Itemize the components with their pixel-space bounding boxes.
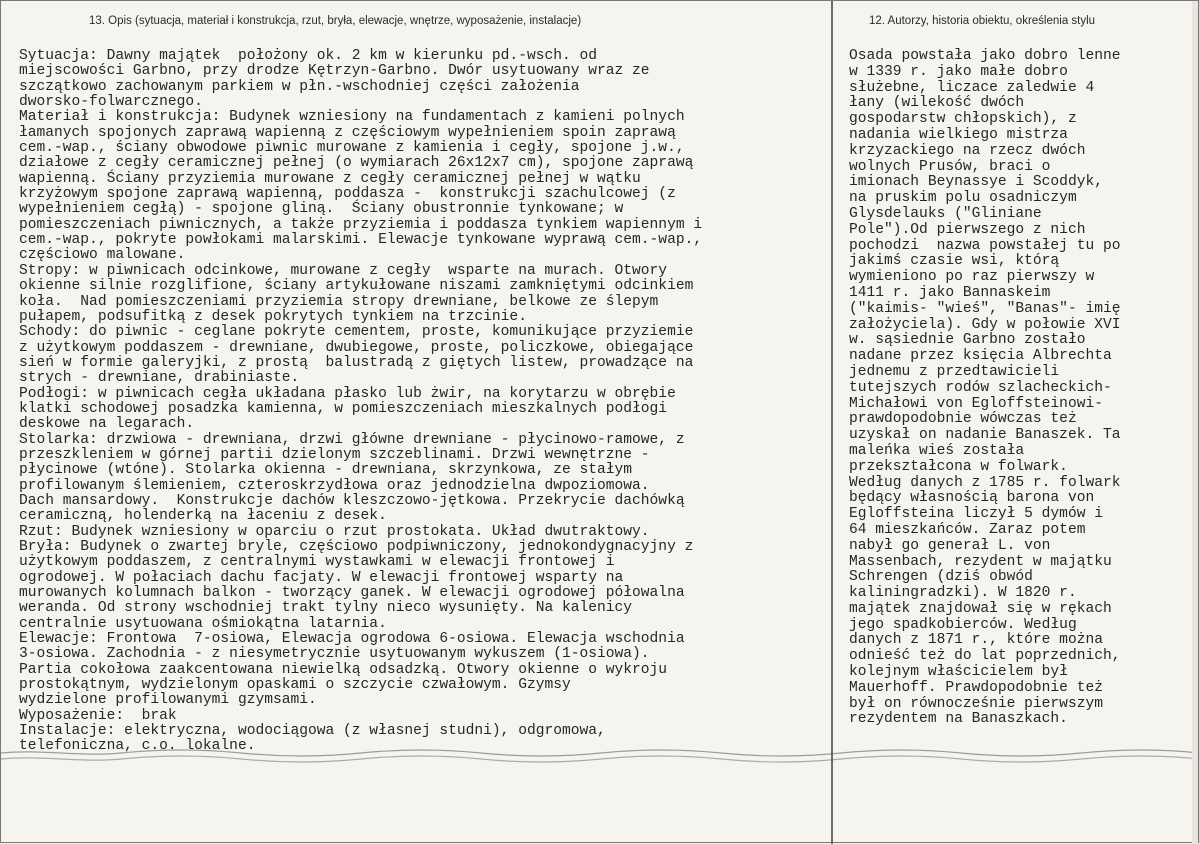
description-line: murowanych kolumnach balkon - tworzący ganek. W elewacji ogrodowej półowalna [19, 585, 685, 602]
description-line: Wyposażenie: brak [19, 707, 177, 724]
description-line: Schody: do piwnic - ceglane pokryte cementem, proste, komunikujące przyziemie [19, 324, 694, 341]
history-line: imionach Beynassye i Scoddyk, [849, 174, 1103, 191]
history-line: służebne, liczace zaledwie 4 [849, 79, 1095, 96]
history-line: danych z 1871 r., które można [849, 632, 1103, 649]
history-line: Egloffsteina liczył 5 dymów i [849, 506, 1103, 523]
description-line: deskowe na legarach. [19, 416, 195, 433]
history-line: pochodzi nazwa powstałej tu po [849, 237, 1121, 254]
history-line: nadania wielkiego mistrza [849, 126, 1068, 143]
description-line: klatki schodowej posadzka kamienna, w pomieszczeniach mieszkalnych podłogi [19, 400, 668, 417]
section-12-heading: 12. Autorzy, historia obiektu, określenia stylu [869, 15, 1096, 27]
history-line: kolejnym właścicielem był [849, 664, 1068, 681]
history-line: Według danych z 1785 r. folwark [849, 474, 1121, 491]
history-line: gospodarstw chłopskich), z [849, 111, 1077, 128]
description-line: z użytkowym poddaszem - drewniane, dwubiegowe, proste, policzkowe, obiegające [19, 339, 694, 356]
description-line: łamanych spojonych zaprawą wapienną z częściowym wypełnieniem spoin zaprawą [19, 124, 676, 141]
description-line: pomieszczeniach piwnicznych, a także przyziemia i poddasza tynkiem wapiennym i [19, 216, 703, 233]
history-line: będący własnością barona von [849, 490, 1095, 507]
history-line: Osada powstała jako dobro lenne [849, 48, 1121, 64]
description-line: sień w formie galeryjki, z prostą balustradą z giętych listew, prowadzące na [19, 354, 694, 371]
history-column [849, 49, 1189, 728]
history-line: odnieść też do lat poprzednich, [849, 648, 1121, 665]
description-line: Stropy: w piwnicach odcinkowe, murowane z cegły wsparte na murach. Otwory [19, 262, 668, 279]
description-line: cem.-wap., ściany obwodowe piwnic murowane z kamienia i cegły, spojone j.w., [19, 140, 685, 157]
history-line: majątek znajdował się w rękach [849, 600, 1112, 617]
description-line: krzyżowym spojone zaprawą wapienną, poddasza - konstrukcji szachulcowej (z [19, 186, 676, 203]
column-divider [831, 1, 833, 844]
description-line: Materiał i konstrukcja: Budynek wzniesiony na fundamentach z kamieni polnych [19, 109, 685, 126]
description-line: częściowo malowane. [19, 247, 186, 264]
history-line: tutejszych rodów szlacheckich- [849, 379, 1112, 396]
description-line: miejscowości Garbno, przy drodze Kętrzyn-Garbno. Dwór usytuowany wraz ze [19, 63, 650, 80]
description-line: Instalacje: elektryczna, wodociągowa (z własnej studni), odgromowa, [19, 723, 606, 740]
page-edge [1192, 1, 1198, 844]
description-line: wydzielone profilowanymi gzymsami. [19, 692, 317, 709]
description-line: Partia cokołowa zaakcentowana niewielką odsadzką. Otwory okienne o wykroju [19, 661, 668, 678]
history-line: jego spadkobierców. Według [849, 616, 1077, 633]
description-line: profilowanym ślemieniem, czteroskrzydłowa oraz jednodzielna dwpoziomowa. [19, 477, 650, 494]
history-line: wolnych Prusów, braci o [849, 158, 1051, 175]
history-line: nabył go generał L. von [849, 537, 1051, 554]
description-line: ceramiczną, holenderką na łaceniu z desek. [19, 508, 387, 525]
history-line: jednemu z przedtawicieli [849, 363, 1060, 380]
description-line: telefoniczna, c.o. lokalne. [19, 738, 256, 755]
history-line: założyciela). Gdy w połowie XVI [849, 316, 1121, 333]
history-line: nadane przez księcia Albrechta [849, 348, 1112, 365]
history-line: Pole").Od pierwszego z nich [849, 221, 1086, 238]
description-line: prostokątnym, wydzielonym opaskami o szczycie czwałowym. Gzymsy [19, 677, 571, 694]
description-line: 3-osiowa. Zachodnia - z niesymetrycznie usytuowanym wykuszem (1-osiowa). [19, 646, 650, 663]
description-line: cem.-wap., pokryte powłokami malarskimi. Elewacje tynkowane wyprawą cem.-wap., [19, 232, 703, 249]
description-line: użytkowym poddaszem, z centralnymi wystawkami w elewacji frontowej i [19, 554, 615, 571]
history-line: kaliningradzki). W 1820 r. [849, 585, 1077, 602]
description-line: Stolarka: drzwiowa - drewniana, drzwi główne drewniane - płycinowo-ramowe, z [19, 431, 685, 448]
description-line: okienne silnie rozglifione, ściany artykułowane niszami zamkniętymi odcinkiem [19, 278, 694, 295]
history-line: maleńka wieś została [849, 442, 1025, 459]
description-line: Podłogi: w piwnicach cegła układana płasko lub żwir, na korytarzu w obrębie [19, 385, 676, 402]
history-line: Michałowi von Egloffsteinowi- [849, 395, 1103, 412]
description-line: wypełnieniem cegłą) - spojone gliną. Ściany obustronnie tynkowane; w [19, 201, 624, 218]
history-line: krzyzackiego na rzecz dwóch [849, 142, 1086, 159]
history-line: przekształcona w folwark. [849, 458, 1068, 475]
history-line: 64 mieszkańców. Zaraz potem [849, 521, 1086, 538]
description-line: działowe z cegły ceramicznej pełnej (o wymiarach 26x12x7 cm), spojone zaprawą [19, 155, 694, 172]
description-line: strych - drewniane, drabiniaste. [19, 370, 300, 387]
description-line: pułapem, podsufitką z desek pokrytych tynkiem na trzcinie. [19, 308, 527, 325]
description-line: Dach mansardowy. Konstrukcje dachów kleszczowo-jętkowa. Przekrycie dachówką [19, 492, 685, 509]
history-line: Mauerhoff. Prawdopodobnie też [849, 679, 1103, 696]
history-line: Glysdelauks ("Gliniane [849, 205, 1042, 222]
history-line: był on równocześnie pierwszym [849, 695, 1103, 712]
description-line: weranda. Od strony wschodniej trakt tylny nieco wysunięty. Na kalenicy [19, 600, 633, 617]
history-line: prawdopodobnie wówczas też [849, 411, 1077, 428]
history-line: jakimś czasie wsi, którą [849, 253, 1060, 270]
history-line: w. sąsiednie Garbno zostało [849, 332, 1086, 349]
description-line: Sytuacja: Dawny majątek położony ok. 2 km w kierunku pd.-wsch. od [19, 48, 598, 64]
history-line: 1411 r. jako Bannaskeim [849, 284, 1051, 301]
history-line: Massenbach, rezydent w majątku [849, 553, 1112, 570]
description-line: Rzut: Budynek wzniesiony w oparciu o rzut prostokata. Układ dwutraktowy. [19, 523, 650, 540]
description-line: ogrodowej. W połaciach dachu facjaty. W elewacji frontowej wsparty na [19, 569, 624, 586]
history-line: łany (wilekość dwóch [849, 95, 1025, 112]
description-column [19, 49, 827, 755]
description-line: szczątkowo zachowanym parkiem w płn.-wschodniej części założenia [19, 78, 580, 95]
description-line: przeszkleniem w górnej partii dzielonym szczeblinami. Drzwi wewnętrzne - [19, 446, 650, 463]
description-line: wapienną. Ściany przyziemia murowane z cegły ceramicznej pełnej w wątku [19, 170, 641, 187]
description-line: Elewacje: Frontowa 7-osiowa, Elewacja ogrodowa 6-osiowa. Elewacja wschodnia [19, 631, 685, 648]
history-line: w 1339 r. jako małe dobro [849, 63, 1068, 80]
description-line: dworsko-folwarcznego. [19, 94, 203, 111]
description-line: koła. Nad pomieszczeniami przyziemia stropy drewniane, belkowe ze ślepym [19, 293, 659, 310]
section-13-heading: 13. Opis (sytuacja, materiał i konstrukcja, rzut, bryła, elewacje, wnętrze, wyposażenie, instalacje) [89, 15, 582, 27]
description-line: centralnie usytuowana ośmiokątna latarnia. [19, 615, 387, 632]
history-line: wymieniono po raz pierwszy w [849, 269, 1095, 286]
history-line: Schrengen (dziś obwód [849, 569, 1033, 586]
description-line: Bryła: Budynek o zwartej bryle, częściowo podpiwniczony, jednokondygnacyjny z [19, 539, 694, 555]
history-line: ("kaimis- "wieś", "Banas"- imię [849, 300, 1121, 317]
history-line: uzyskał on nadanie Banaszek. Ta [849, 427, 1121, 444]
description-line: płycinowe (wtóne). Stolarka okienna - drewniana, skrzynkowa, ze stałym [19, 462, 633, 479]
history-line: na pruskim polu osadniczym [849, 190, 1077, 207]
history-line: rezydentem na Banaszkach. [849, 711, 1068, 728]
